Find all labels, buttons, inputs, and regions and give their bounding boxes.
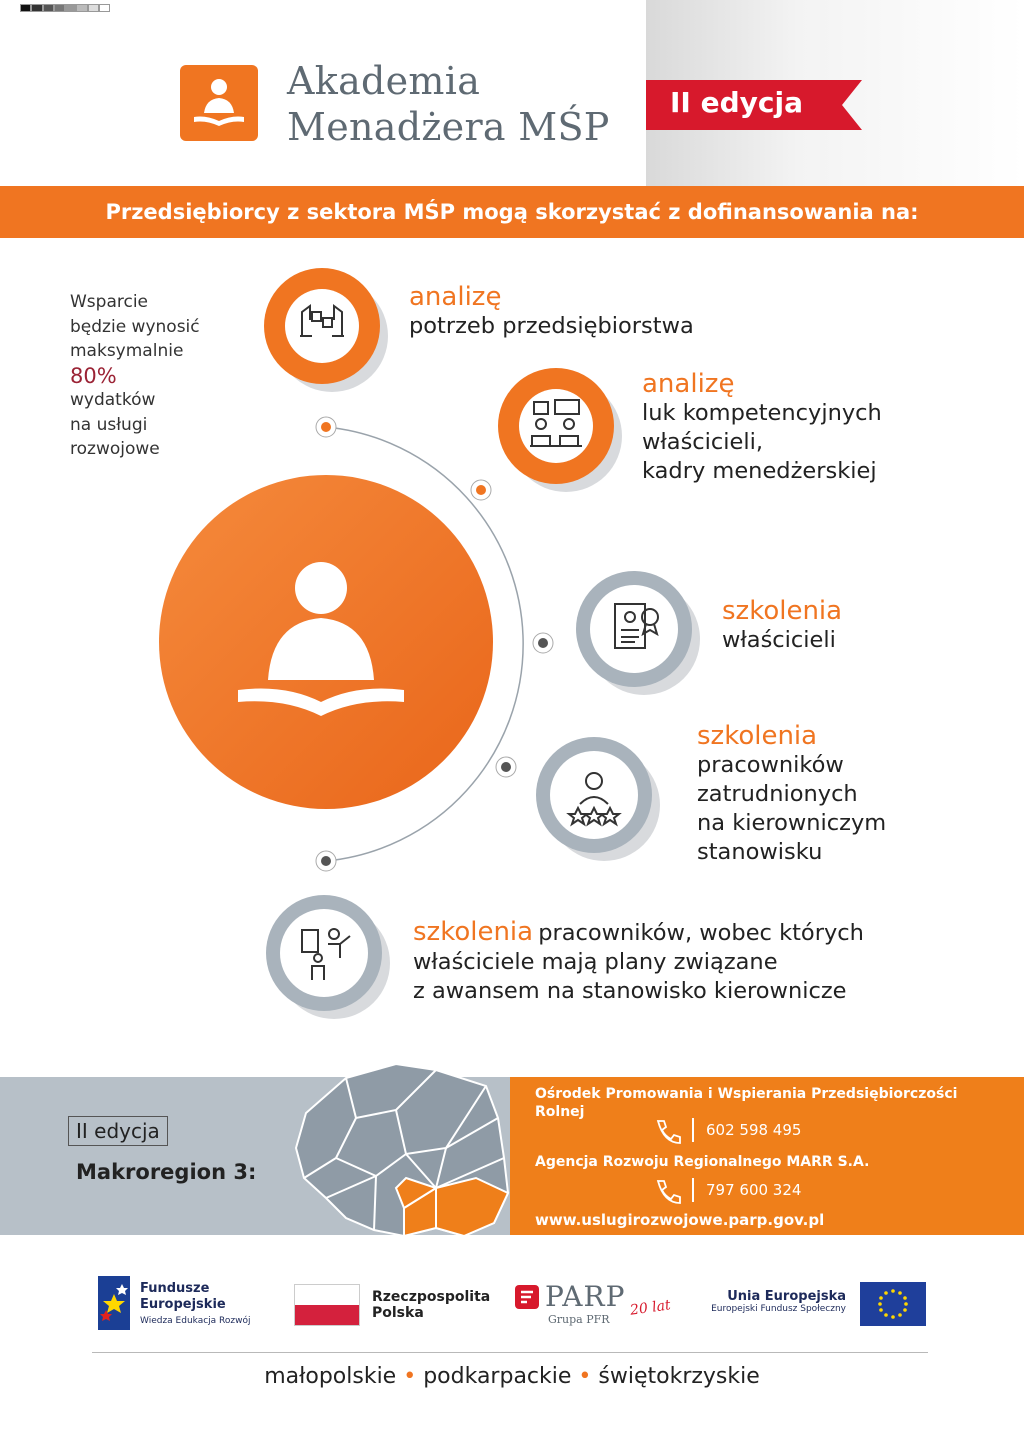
org-1-phone[interactable]: 602 598 495 — [706, 1121, 802, 1139]
parp-subtitle: Grupa PFR — [548, 1313, 610, 1326]
phone-icon — [652, 1117, 682, 1145]
item-3-head: szkolenia — [722, 596, 843, 626]
circle-item-2 — [498, 368, 622, 492]
org-2-name: Agencja Rozwoju Regionalnego MARR S.A. — [535, 1154, 870, 1170]
item-4-body-line: zatrudnionych — [697, 781, 858, 807]
item-4-body-line: pracowników — [697, 752, 844, 778]
item-5-inline: pracowników, wobec których — [538, 920, 864, 946]
fe-line-2: Europejskie — [140, 1297, 226, 1312]
fundusze-europejskie-text — [140, 1281, 251, 1329]
parp-text: PARP — [545, 1280, 626, 1313]
fe-line-1: Fundusze — [140, 1281, 210, 1296]
poland-map-icon — [286, 1058, 516, 1253]
item-5-head: szkolenia — [413, 917, 534, 947]
arc-dot-1 — [316, 417, 336, 437]
note-line: maksymalnie — [70, 341, 184, 361]
parp-anniversary: 20 lat — [629, 1297, 672, 1319]
logo-line-2: Menadżera MŚP — [287, 105, 610, 149]
item-2-text — [642, 369, 882, 486]
region-separator: • — [578, 1364, 592, 1389]
macroregion-label: Makroregion 3: — [76, 1160, 257, 1184]
footer-divider — [92, 1352, 928, 1353]
ue-line-2: Europejski Fundusz Społeczny — [711, 1304, 846, 1314]
note-line: będzie wynosić — [70, 316, 200, 337]
support-percent: 80% — [70, 363, 117, 388]
org-1-line-1: Ośrodek Promowania i Wspierania Przedsiębiorczości — [535, 1086, 958, 1102]
arc-dot-3 — [533, 633, 553, 653]
org-1-name — [535, 1085, 957, 1121]
region-swietokrzyskie: świętokrzyskie — [598, 1364, 760, 1389]
rp-line-1: Rzeczpospolita — [372, 1289, 491, 1305]
item-5-body-line: z awansem na stanowisko kierownicze — [413, 978, 847, 1004]
phone-icon — [652, 1177, 682, 1205]
funding-banner-text: Przedsiębiorcy z sektora MŚP mogą skorzystać z dofinansowania na: — [105, 200, 919, 224]
eu-text — [700, 1289, 846, 1314]
item-5-text — [413, 917, 864, 1006]
item-4-head: szkolenia — [697, 721, 818, 751]
phone-divider — [692, 1118, 694, 1142]
arc-dot-4 — [496, 757, 516, 777]
note-line: wydatków — [70, 390, 156, 410]
org-2-phone[interactable]: 797 600 324 — [706, 1181, 802, 1199]
fundusze-europejskie-logo-icon — [98, 1276, 130, 1330]
parp-logo-icon — [515, 1285, 539, 1309]
item-2-body-line: luk kompetencyjnych — [642, 400, 882, 426]
item-2-body-line: kadry menedżerskiej — [642, 458, 877, 484]
org-1-line-2: Rolnej — [535, 1104, 585, 1120]
arc-dot-2 — [471, 480, 491, 500]
item-1-body: potrzeb przedsiębiorstwa — [409, 313, 694, 339]
circle-item-5 — [266, 895, 390, 1019]
website-link[interactable]: www.uslugirozwojowe.parp.gov.pl — [535, 1211, 825, 1229]
region-podkarpackie: podkarpackie — [423, 1364, 572, 1389]
item-4-body-line: na kierowniczym — [697, 810, 887, 836]
arc-dot-5 — [316, 851, 336, 871]
item-1-head: analizę — [409, 282, 502, 312]
circle-item-4 — [536, 737, 660, 861]
rzeczpospolita-text — [372, 1289, 490, 1321]
contact-panel — [510, 1077, 1024, 1235]
item-5-body-line: właściciele mają plany związane — [413, 949, 778, 975]
item-4-body-line: stanowisku — [697, 839, 823, 865]
item-1-text — [409, 282, 694, 341]
reader-big-icon — [159, 475, 493, 809]
note-line: Wsparcie — [70, 292, 149, 312]
note-line: na usługi — [70, 414, 148, 435]
item-2-head: analizę — [642, 369, 735, 399]
region-malopolskie: małopolskie — [264, 1364, 397, 1389]
circle-item-1 — [264, 268, 388, 392]
note-line: rozwojowe — [70, 439, 160, 459]
phone-divider — [692, 1178, 694, 1202]
rp-line-2: Polska — [372, 1305, 424, 1321]
item-3-text — [722, 596, 842, 655]
logo-line-1: Akademia — [287, 59, 481, 103]
polish-flag-icon — [294, 1284, 360, 1326]
region-separator: • — [403, 1364, 417, 1389]
bottom-edition-label: II edycja — [68, 1116, 168, 1146]
circle-item-3 — [576, 571, 700, 695]
fe-line-3: Wiedza Edukacja Rozwój — [140, 1316, 251, 1326]
edition-badge-text: II edycja — [670, 86, 803, 119]
ue-line-1: Unia Europejska — [727, 1289, 846, 1304]
regions-list — [0, 1364, 1024, 1389]
item-4-text — [697, 721, 886, 867]
item-3-body: właścicieli — [722, 627, 836, 653]
item-2-body-line: właścicieli, — [642, 429, 764, 455]
eu-flag-icon — [860, 1282, 926, 1326]
